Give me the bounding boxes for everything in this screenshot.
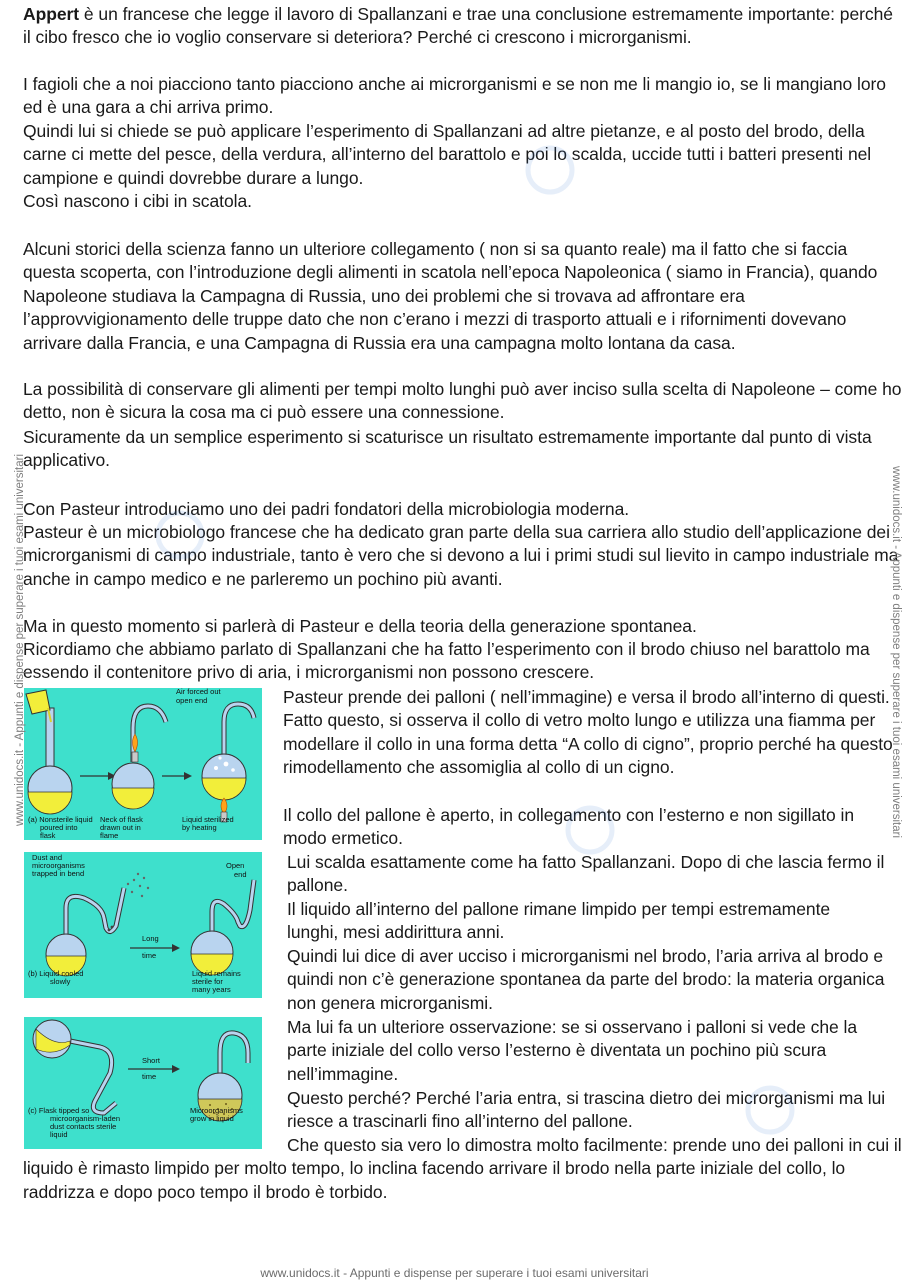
paragraph-collo-aperto: Il collo del pallone è aperto, in collegamento con l’esterno e non sigillato in modo ermetico.: [283, 805, 854, 849]
tipped-flask-icon: [33, 1020, 116, 1113]
figure-b-long-time-sterile: [24, 852, 262, 998]
caption-c1-line3: dust contacts sterile: [50, 1122, 117, 1131]
svg-text:slowly: [50, 977, 71, 986]
svg-text:Air forced out: [176, 688, 222, 696]
side-watermark-right: www.unidocs.it - Appunti e dispense per superare i tuoi esami universitari: [890, 466, 902, 839]
flask-icon: [112, 706, 166, 809]
label-end: end: [234, 870, 247, 879]
paragraph-pasteur-carriera: Pasteur è un microbiologo francese che ha dedicato gran parte della sua carriera allo studio dell’applicazione dei microrganismi di campo industriale, tanto è vero che si devono a lui i primi studi sul lievito in campo industriale ma anche in campo medico e ne parleremo un pochino più avanti.: [23, 522, 899, 589]
paragraph-aria-entra: Questo perché? Perché l’aria entra, si trascina dietro dei microrganismi ma lui riesce a trascinarli fino all’interno del pallone.: [287, 1088, 886, 1132]
svg-text:Long: [142, 934, 159, 943]
label-time: time: [142, 951, 157, 960]
svg-text:flame: [100, 831, 118, 840]
arrow-icon: [184, 772, 192, 780]
caption-a2-line1: Neck of flask: [100, 815, 143, 824]
caption-b2-line3: many years: [192, 985, 231, 994]
paragraph-appert-text: è un francese che legge il lavoro di Spallanzani e trae una conclusione estremamente importante: perché il cibo fresco che io voglio conservare si deteriora? Perché ci crescono i microrganismi.: [23, 4, 893, 48]
paragraph-palloni: Pasteur prende dei palloni ( nell’immagine) e versa il brodo all’interno di questi. Fatto questo, si osserva il collo di vetro molto lungo e utilizza una fiamma per modellare il collo in una forma detta “A collo di cigno”, proprio perché ha questo rimodellamento che assomiglia al collo di un cigno.: [283, 687, 893, 778]
paragraph-esperimento: Quindi lui si chiede se può applicare l’esperimento di Spallanzani ad altre pietanze, e al posto del brodo, della carne ci mette del pesce, della verdura, all’interno del barattolo e poi lo scalda, uccide tutti i batteri presenti nel campione e quindi dovrebbe durare a lungo.: [23, 121, 872, 188]
label-dust-line1: Dust and: [32, 853, 63, 862]
paragraph-applicativo: Sicuramente da un semplice esperimento si scaturisce un risultato estremamente importante dal punto di vista applicativo.: [23, 427, 872, 471]
paragraph-conservare: La possibilità di conservare gli alimenti per tempi molto lunghi può aver inciso sulla scelta di Napoleone – come ho detto, non è sicura la cosa ma ci può essere una connessione.: [23, 379, 902, 423]
arrow-icon: [172, 1065, 180, 1073]
svg-text:Open: [226, 861, 244, 870]
svg-text:many years: [192, 985, 231, 994]
paragraph-pasteur-intro: Con Pasteur introduciamo uno dei padri fondatori della microbiologia moderna.: [23, 499, 630, 519]
caption-c2-line2: grow in liquid: [190, 1114, 234, 1123]
paragraph-scalda: Lui scalda esattamente come ha fatto Spallanzani. Dopo di che lascia fermo il pallone.: [287, 852, 885, 896]
svg-text:time: [142, 1072, 156, 1081]
footer-link[interactable]: www.unidocs.it - Appunti e dispense per superare i tuoi esami universitari: [260, 1266, 649, 1280]
caption-a2-line2: drawn out in: [100, 823, 141, 832]
dust-particles-icon: [108, 873, 150, 932]
paragraph-torbido: Che questo sia vero lo dimostra molto facilmente: prende uno dei palloni in cui il liquido è rimasto limpido per molto tempo, lo inclina facendo arrivare il brodo nella parte iniziale del collo, lo raddrizza e dopo poco tempo il brodo è torbido.: [23, 1135, 902, 1202]
caption-b2-line2: sterile for: [192, 977, 223, 986]
svg-text:grow in liquid: [190, 1114, 234, 1123]
label-open-end: open end: [176, 696, 208, 705]
caption-a1-line3: flask: [40, 831, 56, 840]
side-watermark-left: www.unidocs.it - Appunti e dispense per superare i tuoi esami universitari: [14, 453, 26, 826]
svg-text:Short: [142, 1056, 161, 1065]
caption-a1-line1: (a) Nonsterile liquid: [28, 815, 93, 824]
paragraph-cibi-scatola: Così nascono i cibi in scatola.: [23, 191, 252, 211]
paragraph-ucciso: Quindi lui dice di aver ucciso i microrganismi nel brodo, l’aria arriva al brodo e quindi non c’è generazione spontanea da parte del brodo: la materia organica non genera microrganismi.: [287, 946, 885, 1013]
label-short: Short: [142, 1056, 160, 1065]
paragraph-napoleone: Alcuni storici della scienza fanno un ulteriore collegamento ( non si sa quanto reale) ma il fatto che si faccia questa scoperta, con l’introduzione degli alimenti in scatola nell’epoca Napoleonica ( siamo in Francia), quando Napoleone studiava la Campagna di Russia, uno dei problemi che si trovava ad affrontare era l’approvvigionamento delle truppe dato che non c’erano i mezzi di trasporto attuali e i rifornimenti dovevano arrivare dalla Francia, e una Campagna di Russia era una campagna molto lontana da casa.: [23, 239, 878, 353]
caption-b1-line2: slowly: [50, 977, 71, 986]
svg-text:liquid: [50, 1130, 68, 1139]
swan-neck-flask-icon: [46, 888, 124, 976]
caption-a3-line2: by heating: [182, 823, 217, 832]
caption-b1-line1: (b) Liquid cooled: [28, 969, 84, 978]
label-dust-line3: trapped in bend: [32, 869, 85, 878]
caption-a2-line3: flame: [100, 831, 119, 840]
svg-text:time: [142, 951, 156, 960]
label-dust-line2: microorganisms: [32, 861, 85, 870]
swan-neck-flask-icon: [191, 880, 254, 975]
svg-text:open end: [176, 696, 207, 705]
label-short-time: time: [142, 1072, 157, 1081]
figure-a-swan-neck-preparation: [24, 688, 262, 840]
label-open: Open: [226, 861, 245, 870]
flask-icon: [202, 704, 254, 800]
label-air-forced-out: Air forced out: [176, 688, 221, 696]
caption-a1-line2: poured into: [40, 823, 78, 832]
paragraph-generazione: Ma in questo momento si parlerà di Pasteur e della teoria della generazione spontanea.: [23, 616, 697, 636]
caption-c2-line1: Microorganisms: [190, 1106, 243, 1115]
caption-c1-line2: microorganism-laden: [50, 1114, 121, 1123]
figure-c-flask-tipped: [24, 1017, 262, 1149]
caption-c1-line4: liquid: [50, 1130, 68, 1139]
caption-c1-line1: (c) Flask tipped so: [28, 1106, 90, 1115]
svg-text:end: [234, 870, 247, 879]
svg-text:flask: [40, 831, 56, 840]
keyword-appert: Appert: [23, 4, 80, 24]
paragraph-limpido: Il liquido all’interno del pallone rimane limpido per tempi estremamente lunghi, mesi addirittura anni.: [287, 899, 831, 943]
svg-text:trapped in bend: [32, 869, 84, 878]
paragraph-fagioli: I fagioli che a noi piacciono tanto piacciono anche ai microrganismi e se non me li mangio io, se li mangiano loro ed è una gara a chi arriva primo.: [23, 74, 886, 118]
arrow-icon: [172, 944, 180, 952]
svg-text:by heating: [182, 823, 217, 832]
caption-b2-line1: Liquid remains: [192, 969, 241, 978]
paragraph-osservazione: Ma lui fa un ulteriore osservazione: se si osservano i palloni si vede che la parte iniziale del collo verso l’esterno è diventata un pochino più scura nell’immagine.: [287, 1017, 858, 1084]
paragraph-spallanzani: Ricordiamo che abbiamo parlato di Spallanzani che ha fatto l’esperimento con il brodo chiuso nel barattolo ma essendo il contenitore privo di aria, i microrganismi non possono crescere.: [23, 639, 870, 683]
paragraph-appert: [23, 3, 903, 50]
flask-icon: [28, 708, 72, 814]
label-long: Long: [142, 934, 159, 943]
caption-a3-line1: Liquid sterilized: [182, 815, 234, 824]
